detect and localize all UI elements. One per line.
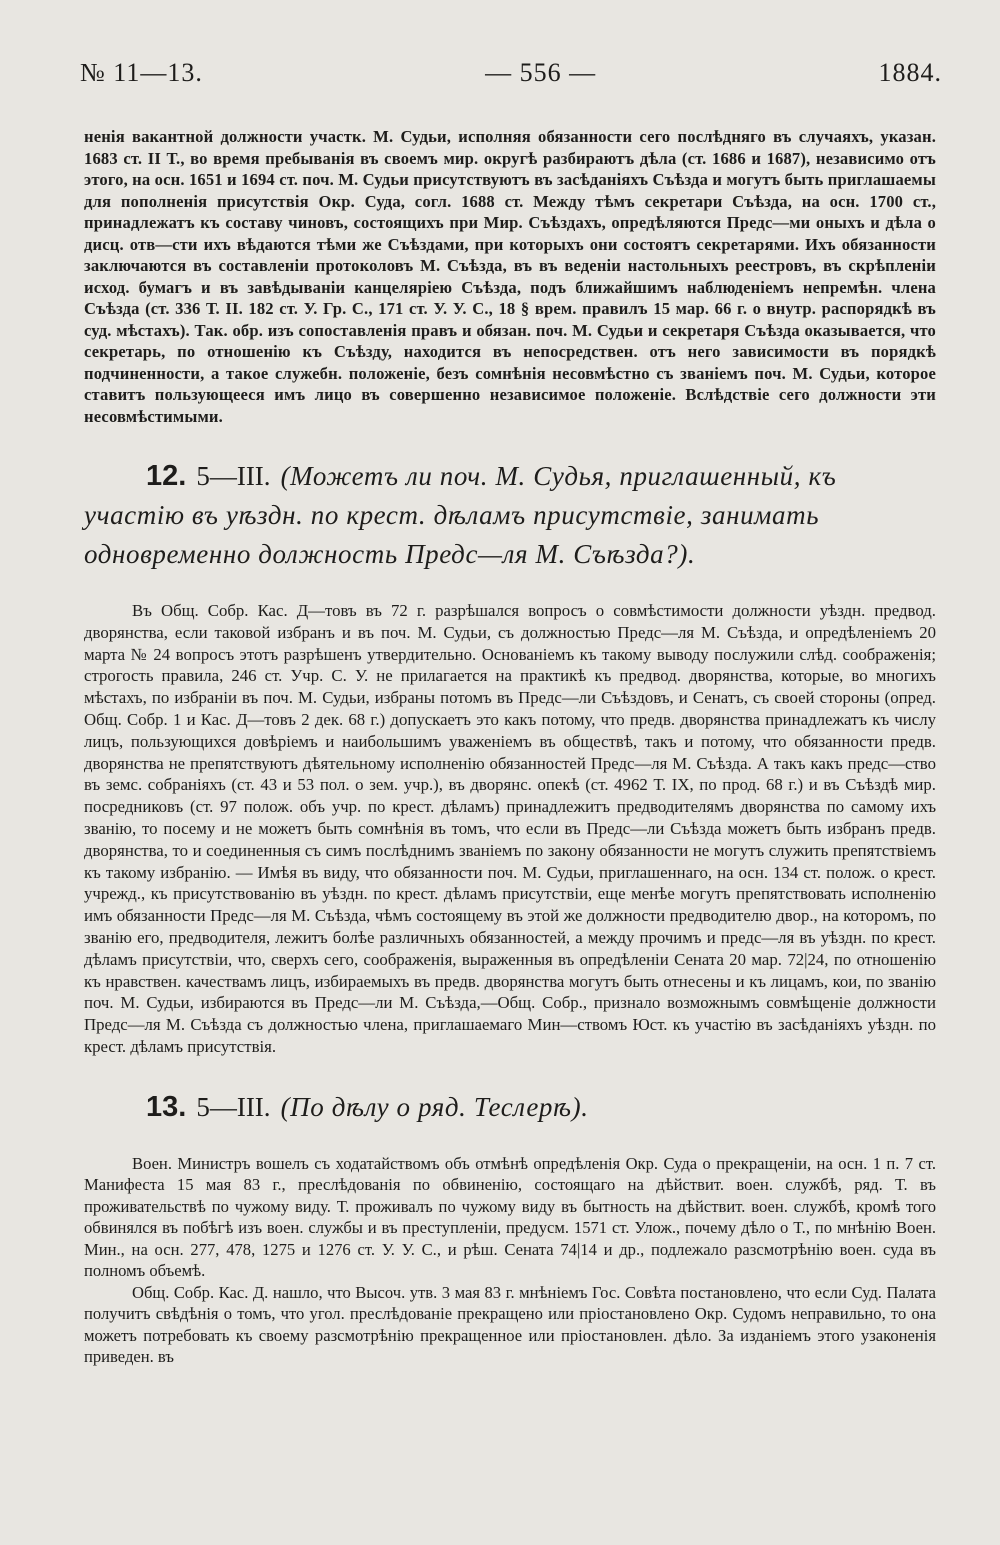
- section-13-paragraph-1: Воен. Министръ вошелъ съ ходатайствомъ объ отмѣнѣ опредѣленія Окр. Суда о прекращеніи, на осн. 1 п. 7 ст. Манифеста 15 мая 83 г., преслѣдованія по обвиненію, состоящаго на дѣйствит. воен. службѣ, ряд. Т. въ проживательствѣ по чужому виду. Т. проживалъ по чужому виду въ бытность на дѣйствит. воен. службѣ, кромѣ того обвинялся въ побѣгѣ изъ воен. службы и въ преступленіи, предусм. 1571 ст. Улож., почему дѣло о Т., по мнѣнію Воен. Мин., на осн. 277, 478, 1275 и 1276 ст. У. У. С., и рѣш. Сената 74|14 и др., подлежало разсмотрѣнію воен. суда въ полномъ объемѣ.: [84, 1153, 936, 1281]
- section-13-paragraph-2: Общ. Собр. Кас. Д. нашло, что Высоч. утв. 3 мая 83 г. мнѣніемъ Гос. Совѣта постановлено, что если Суд. Палата получитъ свѣдѣнія о томъ, что угол. преслѣдованіе прекращено или пріостановлено Окр. Судомъ неправильно, то она можетъ потребовать къ своему разсмотрѣнію прекращенное или пріостановлен. дѣло. За изданіемъ этого узаконенія приведен. въ: [84, 1282, 936, 1367]
- section-13-heading: [84, 1088, 936, 1127]
- page-number: — 556 —: [485, 58, 597, 87]
- section-12-date: 5—III.: [196, 461, 271, 491]
- opening-paragraph: ненія вакантной должности участк. М. Судьи, исполняя обязанности сего послѣдняго въ случаяхъ, указан. 1683 ст. II Т., во время пребыванія въ своемъ мир. округѣ разбираютъ дѣла (ст. 1686 и 1687), независимо отъ этого, на осн. 1651 и 1694 ст. поч. М. Судьи присутствуютъ въ засѣданіяхъ Съѣзда и могутъ быть приглашаемы для пополненія присутствія Окр. Суда, согл. 1688 ст. Между тѣмъ секретари Съѣзда, на осн. 1700 ст., принадлежатъ къ составу чиновъ, состоящихъ при Мир. Съѣздахъ, опредѣляются Предс—ми оныхъ и дѣла о дисц. отв—сти ихъ вѣдаются тѣми же Съѣздами, при которыхъ они состоятъ секретарями. Ихъ обязанности заключаются въ составленіи протоколовъ М. Съѣзда, въ въ веденіи настольныхъ реестровъ, въ скрѣпленіи исход. бумагъ и въ завѣдываніи канцеляріею Съѣзда, подъ ближайшимъ наблюденіемъ непремѣн. члена Съѣзда (ст. 336 Т. II. 182 ст. У. Гр. С., 171 ст. У. У. С., 18 § врем. правилъ 15 мар. 66 г. о внутр. распорядкѣ въ суд. мѣстахъ). Так. обр. изъ сопоставленія правъ и обязан. поч. М. Судьи и секретаря Съѣзда оказывается, что секретарь, по отношенію къ Съѣзду, находится въ непосредствен. отъ него зависимости въ порядкѣ подчиненности, а такое служебн. положеніе, безъ сомнѣнія несовмѣстно съ званіемъ поч. М. Судьи, которое ставитъ пользующееся имъ лицо въ совершенно независимое положеніе. Вслѣдствіе сего должности эти несовмѣстимыми.: [84, 127, 936, 426]
- section-12-number: 12.: [146, 460, 187, 492]
- section-12-heading: [84, 457, 936, 574]
- section-12-body: Въ Общ. Собр. Кас. Д—товъ въ 72 г. разрѣшался вопросъ о совмѣстимости должности уѣздн. предвод. дворянства, если таковой избранъ и въ поч. М. Судьи, съ должностью Предс—ля М. Съѣзда, и опредѣленіемъ 20 марта № 24 вопросъ этотъ разрѣшенъ утвердительно. Основаніемъ къ такому выводу послужили слѣд. соображенія; строгость правила, 246 ст. Учр. С. У. не прилагается на практикѣ къ предвод. дворянства, которые, во многихъ мѣстахъ, по избраніи въ поч. М. Судьи, избраны потомъ въ Предс—ли Съѣздовъ, и Сенатъ, съ своей стороны (опред. Общ. Собр. 1 и Кас. Д—товъ 2 дек. 68 г.) допускаетъ это какъ потому, что предв. дворянства принадлежатъ къ числу лицъ, пользующихся довѣріемъ и наибольшимъ уваженіемъ въ обществѣ, такъ и потому, что обязанности предв. дворянства не препятствуютъ дѣятельному исполненію обязанностей Предс—ля М. Съѣзда. А такъ какъ предс—ство въ земс. собраніяхъ (ст. 43 и 53 пол. о зем. учр.), въ дворянс. опекѣ (ст. 4962 Т. IX, по прод. 68 г.) и въ Съѣздѣ мир. посредниковъ (ст. 97 полож. объ учр. по крест. дѣламъ) принадлежитъ предводителямъ дворянства по самому ихъ званію, то посему и не можетъ быть сомнѣнія въ томъ, что если въ Предс—ли Съѣзда можетъ быть избранъ предв. дворянства, то и соединенныя съ симъ послѣднимъ званіемъ по закону обязанности не могутъ служить препятствіемъ къ такому избранію. — Имѣя въ виду, что обязанности поч. М. Судьи, приглашеннаго, на осн. 134 ст. полож. о крест. учрежд., къ присутствованію въ уѣздн. по крест. дѣламъ присутствіи, еще менѣе могутъ препятствовать исполненію имъ обязанности Предс—ля М. Съѣзда, чѣмъ состоящему въ этой же должности предводителю двор., на которомъ, по званію его, предводителя, лежитъ болѣе различныхъ обязанностей, а между прочимъ и предс—ля въ уѣздн. по крест. дѣламъ присутствіи, что, сверхъ сего, соображенія, выраженныя въ опредѣленіи Сената 20 мар. 72|24, по отношенію къ нравствен. качествамъ лицъ, избираемыхъ въ предв. дворянства могутъ быть отнесены и къ лицамъ, кои, по званію поч. М. Судьи, избираются въ Предс—ли М. Съѣзда,—Общ. Собр., признало возможнымъ совмѣщеніе должности Предс—ля М. Съѣзда съ должностью члена, приглашаемаго Мин—ствомъ Юст. къ участію въ засѣданіяхъ уѣздн. по крест. дѣламъ присутствія.: [84, 601, 936, 1056]
- section-13-date: 5—III.: [196, 1091, 271, 1122]
- section-12-question: (Можетъ ли поч. М. Судья, приглашенный, къ участію въ уѣздн. по крест. дѣламъ присутствіе, занимать одновременно должность Предс—ля М. Съѣзда?).: [84, 461, 837, 569]
- section-13-question: (По дѣлу о ряд. Теслерѣ).: [280, 1091, 589, 1122]
- issue-number: № 11—13.: [80, 58, 203, 87]
- year: 1884.: [878, 58, 942, 87]
- running-header: [80, 58, 942, 88]
- section-13-number: 13.: [146, 1090, 187, 1123]
- section-13-body: [84, 1153, 936, 1368]
